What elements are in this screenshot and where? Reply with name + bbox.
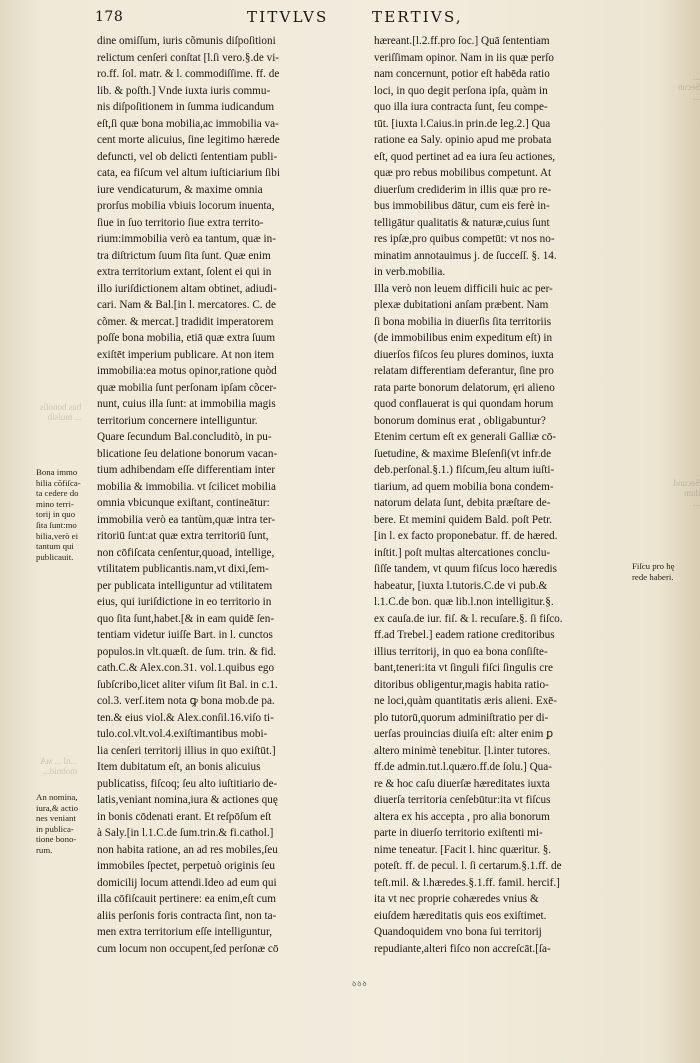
text-line: prorſus mobilia vbiuis locorum inuenta, (97, 200, 275, 212)
text-line: exiſtēt imperium publicare. At non item (97, 348, 275, 361)
text-line: Quare ſecundum Bal.concluditò, in pu- (97, 431, 272, 443)
margin-note-line: iura,& actio (36, 802, 79, 813)
text-line: non cōfiſcata cenſentur,quoad, intellige, (97, 546, 275, 559)
text-line: ff.de admin.tut.l.quæro.ff.de ſolu.] Qua- (374, 761, 552, 773)
text-line: quo ſita ſunt,habet.[& in eam quidē ſen- (97, 612, 275, 625)
text-line: quæ mobilia ſunt perſonam ipſam cõcer- (97, 381, 277, 394)
text-line: ne loci,quàm quantitatis æris alieni. Exē- (374, 695, 557, 707)
margin-note-line: in publica- (36, 823, 74, 834)
text-line: (de immobilibus enim expeditum eſt) in (374, 332, 553, 344)
text-line: hæreant.[l.2.ff.pro ſoc.] Quā ſententiam (374, 35, 550, 47)
text-line: nis diſpoſitionem in ſumma iudicandum (97, 101, 275, 113)
text-line: Illa verò non leuem difficili huic ac per- (374, 282, 553, 295)
bleed-line: bus bonoſis (40, 402, 82, 412)
text-line: cent morte alicuius, ſine legitimo hærede (97, 134, 280, 146)
bleed-through-text (40, 402, 81, 422)
running-header (0, 8, 700, 30)
text-line: men extra territorium eſſe intelliguntur, (97, 926, 273, 938)
text-line: eſt, quod pertinet ad ea iura ſeu actiones, (374, 150, 556, 163)
text-line: dine omiſſum, iuris cõmunis diſpoſitioni (97, 35, 276, 47)
text-line: ditoribus obligentur,magis habita ratio- (374, 678, 549, 691)
text-line: illius territorij, in quo ea bona conſiſte- (374, 645, 548, 658)
text-line: diuerſum crediderim in illis quæ pro re- (374, 183, 552, 196)
text-line: eiuſdem hæreditatis quis eos exiſtimet. (374, 909, 547, 922)
bleed-line: Secun (678, 82, 700, 92)
text-line: cath.C.& Alex.con.31. vol.1.quibus ego (97, 662, 275, 674)
text-line: deb.perſonal.§.1.) fiſcum,ſeu altum iuſti- (374, 464, 555, 476)
text-line: defuncti, vel ob delicti ſententiam publi- (97, 150, 278, 163)
text-line: lia cenſeri territorij illius in quo exiſtūt.] (97, 744, 276, 757)
margin-note-line: nes veniant (36, 813, 76, 824)
text-line: cum locum non occupent,ſed perſonæ cō (97, 942, 279, 955)
page-number: 178 (95, 9, 124, 25)
text-line: re & hoc caſu diuerſæ hæreditates iuxta (374, 777, 550, 790)
text-line: col.3. verſ.item nota ꝙ bona mob.de pa. (97, 695, 275, 707)
text-line: ten.& eius viol.& Alex.conſil.16.viſo ti- (97, 711, 274, 724)
text-line: res ipſæ,pro quibus competūt: vt nos no- (374, 233, 555, 245)
text-line: tūt. [iuxta l.Caius.in prin.de leg.2.] Qua (374, 117, 551, 130)
margin-note-line: mino terri- (36, 498, 74, 509)
text-line: telligātur qualitatis & naturæ,cuius ſunt (374, 216, 550, 229)
text-line: blicatione ſeu delatione bonorum vacan- (97, 447, 278, 460)
text-line: diuerſa territoria cenſebūtur:ita vt fiſcus (374, 794, 551, 806)
text-line: tium adhibendam eſſe differentiam inter (97, 464, 276, 476)
bleed-through-text (642, 478, 700, 508)
text-line: nam concernunt, potior eſt habēda ratio (374, 68, 550, 80)
text-line: per publicata intelliguntur ad vtilitatem (97, 579, 273, 592)
text-line: vtilitatem publicantis.nam,vt dixi,ſem- (97, 563, 269, 575)
text-line: Etenim certum eſt ex generali Galliæ cō- (374, 431, 557, 443)
margin-note-fisc-heir (632, 561, 675, 582)
text-line: parte in diuerſo territorio exiſtenti mi- (374, 827, 543, 839)
text-line: illa cōfiſcauit pertinere: ea enim,eſt cum (97, 893, 276, 905)
text-line: domicilij locum attendi.Ideo ad eum qui (97, 876, 277, 889)
text-line: Item dubitatum eſt, an bonis alicuius (97, 761, 261, 773)
text-line: ſi bona mobilia in diuerſis ſita territoriis (374, 315, 552, 328)
margin-note-names-rights (36, 792, 78, 856)
text-line: diuerſos fiſcos ſeu plures dominos, iuxta (374, 348, 554, 361)
text-line: altero minimè tenebitur. [l.inter tutores. (374, 744, 551, 757)
text-line: ex cauſa.de iur. fiſ. & l. recuſare.§. ſi fiſco. (374, 612, 563, 625)
margin-note-line: ta cedere do (36, 488, 79, 499)
text-line: ratione ea Saly. opinio apud me probata (374, 134, 552, 146)
bleed-line: ...nl ... ᴍA (40, 756, 78, 766)
text-line: teſt.mil. & l.hæredes.§.1.ff. famil. hercif.] (374, 876, 560, 889)
text-line: altera ex his accepta , pro alia bonorum (374, 810, 550, 823)
text-line: latis,veniant nomina,iura & actiones quę (97, 794, 278, 806)
text-line: bonorum dominus erat , obligabuntur? (374, 414, 546, 427)
text-line: immobiles ſpectet, perpetuò originis ſeu (97, 860, 276, 872)
text-line: tra diſtrictum ſuum ſita ſunt. Quæ enim (97, 249, 271, 262)
text-column-left (97, 33, 351, 957)
text-line: eſt,ſi quæ bona mobilia,ac immobilia va- (97, 117, 279, 130)
text-line: tentiam videtur iuiſſe Bart. in l. cunctos (97, 629, 273, 641)
margin-note-line: rede haberi. (632, 571, 674, 582)
running-title-left: TITVLVS (247, 8, 329, 26)
margin-note-line: tione bono- (36, 834, 77, 845)
text-line: cõmer. & mercat.] tradidit imperatorem (97, 315, 274, 328)
bleed-line: Secund (673, 478, 700, 488)
text-line: rata parte bonorum delatorum, ęri alieno (374, 381, 555, 394)
text-line: ita vt nec proprie cohæredes vnius & (374, 893, 539, 905)
margin-note-line: rum. (36, 844, 53, 855)
text-line: quo illa iura contracta ſunt, ſeu compe- (374, 101, 548, 113)
text-line: aliis perſonis foris contracta ſint, non ta- (97, 909, 277, 922)
text-line: cari. Nam & Bal.[in l. mercatores. C. de (97, 299, 276, 311)
text-line: territorium concernere intelliguntur. (97, 414, 258, 427)
text-line: quæ pro rebus mobilibus competunt. At (374, 167, 552, 179)
margin-note-line: Bona immo (36, 467, 78, 477)
margin-note-line: torij in quo (36, 509, 76, 520)
text-line: eius, qui iuriſdictione in eo territorio in (97, 596, 272, 608)
text-column-right (374, 33, 628, 957)
text-line: lib. & poſth.] Vnde iuxta iuris commu- (97, 84, 271, 97)
text-line: l.1.C.de bon. quæ lib.l.non intelligitur.§. (374, 596, 554, 608)
text-line: extra territorium extant, ſolent ei qui in (97, 266, 272, 278)
text-line: bant,teneri:ita vt ſinguli fiſci ſingulis cre (374, 662, 553, 674)
text-line: rium:immobilia verò ea tantum, quæ in- (97, 233, 276, 245)
margin-note-line: bilia cōfiſca- (36, 477, 81, 488)
bleed-through-text (642, 72, 700, 102)
bleed-line: mobnid... (42, 766, 78, 776)
text-line: ſiſſe tandem, vt quum fiſcus loco hæredis (374, 563, 558, 575)
text-line: immobilia:ea motus opinor,ratione quòd (97, 365, 277, 377)
signature-mark: ꝺꝺꝺ (352, 980, 368, 988)
text-line: relictum cenſeri conſtat [l.ſi vero.§.de vi- (97, 51, 280, 64)
margin-note-line: Fiſcu pro hę (632, 561, 675, 571)
bleed-line: ... (693, 92, 700, 102)
text-line: nime teneatur. [Facit l. hinc quæritur. §. (374, 843, 552, 856)
margin-note-immovable-goods (36, 467, 81, 562)
text-line: in bonis cōdenati erant. Et reſpōſum eſt (97, 810, 272, 823)
text-line: uerſas prouincias diuiſa eſt: alter enim ꝑ (374, 728, 554, 740)
text-line: veriſſimam opinor. Nam in iis quæ perſo (374, 51, 554, 64)
bleed-line: ... (693, 498, 700, 508)
text-line: ſiue in ſuo territorio ſiue extra territo- (97, 216, 264, 229)
text-line: ro.ff. ſol. matr. & l. commodiſſime. ff. de (97, 68, 280, 80)
text-line: ſubſcribo,licet aliter viſum ſit Bal. in c.1. (97, 678, 278, 691)
text-line: poteſt. ff. de pecul. l. ſi certarum.§.1.ff. de (374, 860, 562, 872)
margin-note-line: tantum qui (36, 541, 74, 552)
margin-note-line: publicauit. (36, 551, 74, 562)
text-line: repudiante,alteri fiſco non accreſcāt.[ſa- (374, 942, 551, 955)
running-title-right: TERTIVS, (372, 8, 463, 26)
text-line: plo tutorū,quorum adminiſtratio per di- (374, 711, 549, 724)
text-line: illo iuriſdictionem altam obtinet, adiudi- (97, 282, 277, 295)
text-line: quod conflauerat is qui quondam horum (374, 398, 554, 410)
text-line: ritoriū ſunt:at quæ extra territoriū ſunt, (97, 530, 269, 542)
text-line: iure vendicaturum, & maxime omnia (97, 183, 263, 196)
text-line: plexæ dubitationi anſam præbent. Nam (374, 299, 549, 311)
text-line: non habita ratione, an ad res mobiles,ſeu (97, 843, 278, 856)
text-line: ff.ad Trebel.] eadem ratione creditoribus (374, 629, 555, 641)
text-line: inſtit.] poſt multas altercationes conclu- (374, 546, 551, 559)
text-line: bere. Et memini quidem Bald. poſt Petr. (374, 513, 553, 526)
text-line: poſſe bona mobilia, etiā quæ extra ſuum (97, 332, 276, 344)
text-line: publicatiss, fiſcoq; ſeu alto iuſtitiario de- (97, 777, 278, 790)
text-line: loci, in quo degit perſona ipſa, quàm in (374, 84, 548, 97)
text-line: bus immobilibus dātur, cum eis ferè in- (374, 200, 550, 212)
text-line: relatam differentiam deferantur, ſine pro (374, 365, 554, 377)
text-line: tulo.col.vlt.vol.4.exiſtimantibus mobi- (97, 728, 268, 740)
bleed-line: dum (683, 488, 700, 498)
text-line: tiarium, ad quem mobilia bona condem- (374, 480, 554, 493)
text-line: populos.in vlt.quæſt. de ſum. trin. & fid. (97, 645, 276, 658)
bleed-line: ... muſsib (47, 412, 82, 422)
margin-note-line: ſita ſunt:mo (36, 519, 77, 530)
text-line: mobilia & immobilia. vt ſcilicet mobilia (97, 480, 276, 493)
text-line: omnia vbicunque exiſtant, contineātur: (97, 497, 270, 509)
text-line: immobilia verò ea tantùm,quæ intra ter- (97, 513, 276, 526)
text-line: in verb.mobilia. (374, 266, 446, 278)
bleed-through-text (40, 756, 77, 776)
text-line: cata, ea fiſcum vel altum iuſticiarium ſibi (97, 167, 280, 179)
text-line: à Saly.[in l.1.C.de ſum.trin.& fi.cathol.] (97, 827, 274, 839)
text-line: ſuetudine, & maxime Bleſenſi(vt infr.de (374, 447, 552, 460)
text-line: habeatur, [iuxta l.tutoris.C.de vi pub.& (374, 579, 548, 592)
text-line: Quandoquidem vno bona ſui territorij (374, 926, 542, 938)
text-line: natorum delata ſunt, debita præſtare de- (374, 497, 551, 509)
bleed-line: ... (693, 72, 700, 82)
text-line: [in l. ex facto proponebatur. ff. de hæred. (374, 530, 558, 542)
text-line: nunt, cuius illa ſunt: at immobilia magis (97, 398, 276, 410)
text-line: minatim annotauimus j. de ſucceſſ. §. 14. (374, 249, 557, 262)
margin-note-line: An nomina, (36, 792, 78, 802)
margin-note-line: bilia,verò ei (36, 530, 79, 541)
